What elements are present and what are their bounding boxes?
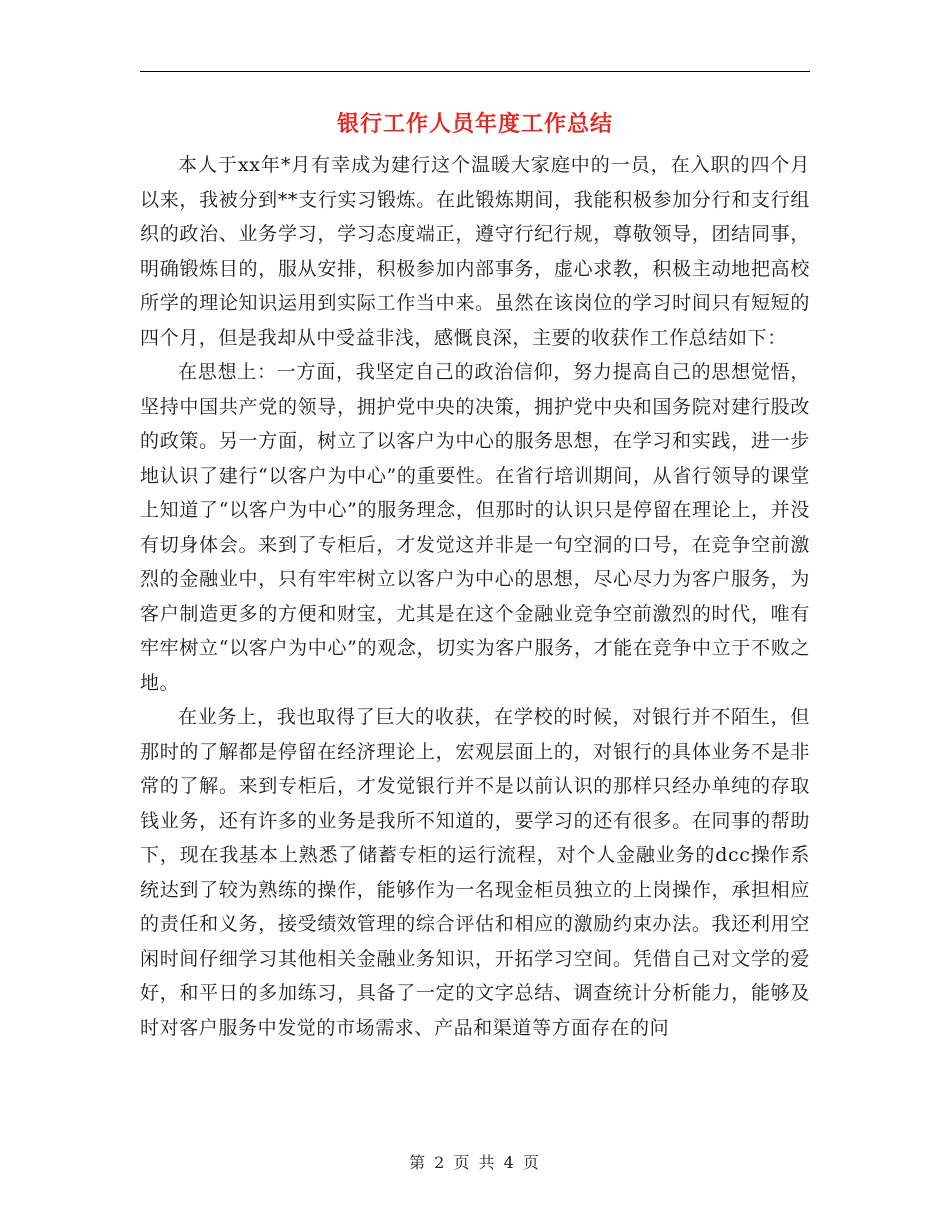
document-body — [140, 148, 810, 1045]
header-rule — [140, 71, 810, 72]
paragraph-ideology: 在思想上：一方面，我坚定自己的政治信仰，努力提高自己的思想觉悟，坚持中国共产党的领导，拥护党中央的决策，拥护党中央和国务院对建行股改的政策。另一方面，树立了以客户为中心的服务思想，在学习和实践，进一步地认识了建行“以客户为中心”的重要性。在省行培训期间，从省行领导的课堂上知道了“以客户为中心”的服务理念，但那时的认识只是停留在理论上，并没有切身体会。来到了专柜后，才发觉这并非是一句空洞的口号，在竞争空前激烈的金融业中，只有牢牢树立以客户为中心的思想，尽心尽力为客户服务，为客户制造更多的方便和财宝，尤其是在这个金融业竞争空前激烈的时代，唯有牢牢树立“以客户为中心”的观念，切实为客户服务，才能在竞争中立于不败之地。 — [140, 361, 810, 694]
document-title: 银行工作人员年度工作总结 — [336, 111, 613, 137]
paragraph-business: 在业务上，我也取得了巨大的收获，在学校的时候，对银行并不陌生，但那时的了解都是停留在经济理论上，宏观层面上的，对银行的具体业务不是非常的了解。来到专柜后，才发觉银行并不是以前认识的那样只经办单纯的存取钱业务，还有许多的业务是我所不知道的，要学习的还有很多。在同事的帮助下，现在我基本上熟悉了储蓄专柜的运行流程，对个人金融业务的dcc操作系统达到了较为熟练的操作，能够作为一名现金柜员独立的上岗操作，承担相应的责任和义务，接受绩效管理的综合评估和相应的激励约束办法。我还利用空闲时间仔细学习其他相关金融业务知识，开拓学习空间。凭借自己对文学的爱好，和平日的多加练习，具备了一定的文字总结、调查统计分析能力，能够及时对客户服务中发觉的市场需求、产品和渠道等方面存在的问 — [140, 706, 810, 1039]
paragraph-intro: 本人于xx年*月有幸成为建行这个温暖大家庭中的一员，在入职的四个月以来，我被分到**支行实习锻炼。在此锻炼期间，我能积极参加分行和支行组织的政治、业务学习，学习态度端正，遵守行纪行规，尊敬领导，团结同事，明确锻炼目的，服从安排，积极参加内部事务，虚心求教，积极主动地把高校所学的理论知识运用到实际工作当中来。虽然在该岗位的学习时间只有短短的四个月，但是我却从中受益非浅，感慨良深，主要的收获作工作总结如下： — [140, 154, 810, 349]
page-number-footer: 第 2 页 共 4 页 — [409, 1153, 541, 1172]
